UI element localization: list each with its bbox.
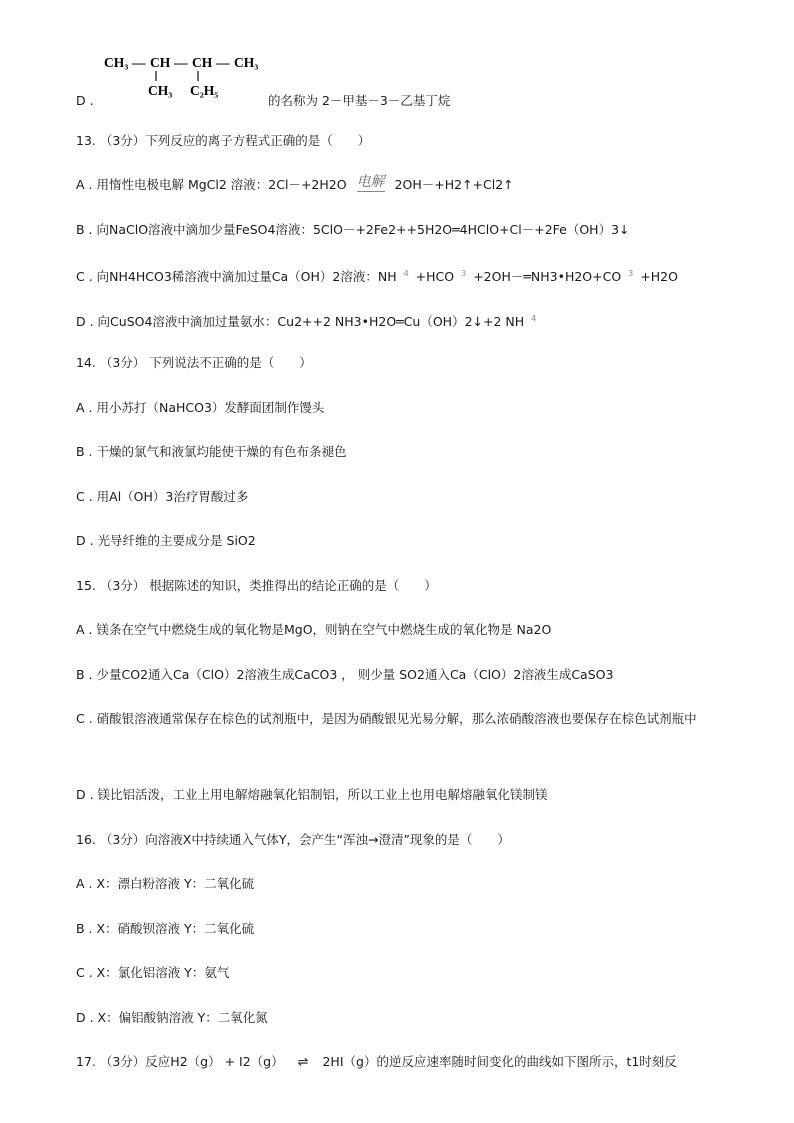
q15-stem: 15. （3分） 根据陈述的知识，类推得出的结论正确的是（ ） [76,578,437,593]
q13-option-c-post: +H2O [640,269,678,284]
q14-option-c[interactable]: C . 用Al（OH）3治疗胃酸过多 [76,489,249,504]
q13-option-c[interactable] [76,265,764,286]
formula-sub-ch3: CH₃ [148,83,173,98]
formula-dash-3: — [216,55,230,70]
formula-dash-2: — [174,55,188,70]
equilibrium-arrow-icon: ⇌ [297,1055,309,1070]
q13-option-b[interactable]: B . 向NaClO溶液中滴加少量FeSO4溶液：5ClO－+2Fe2++5H2O═4HClO+Cl－+2Fe（OH）3↓ [76,222,630,237]
q17-stem-pre: 17. （3分）反应H2（g） + I2（g） [76,1054,284,1069]
q13-option-d-ion-1: 4 [531,314,537,323]
q17-stem [76,1053,764,1072]
q13-option-a-post: 2OH－+H2↑+Cl2↑ [394,177,514,192]
q16-option-a[interactable]: A . X：漂白粉溶液 Y：二氧化硫 [76,876,255,891]
q13-option-d[interactable] [76,310,764,331]
q13-option-c-ion-2: 3 [461,269,467,278]
q13-option-c-ion-3: 3 [628,269,634,278]
q13-option-c-mid-2: +2OH－═NH3•H2O+CO [473,269,622,284]
q13-stem: 13. （3分）下列反应的离子方程式正确的是（ ） [76,133,371,148]
q15-option-d[interactable]: D . 镁比铝活泼，工业上用电解熔融氧化铝制铝，所以工业上也用电解熔融氧化镁制镁 [76,787,548,802]
q16-option-b[interactable]: B . X：硝酸钡溶液 Y：二氧化硫 [76,921,255,936]
q14-option-d[interactable]: D . 光导纤维的主要成分是 SiO2 [76,533,256,548]
formula-ch3-right: CH₃ [234,55,259,70]
formula-sub-c2h5: C₂H₅ [190,83,219,98]
q15-option-a[interactable]: A . 镁条在空气中燃烧生成的氧化物是MgO，则钠在空气中燃烧生成的氧化物是 Na2O [76,622,552,637]
formula-dash-1: — [132,55,146,70]
q13-option-c-ion-1: 4 [403,269,409,278]
q14-option-b[interactable]: B . 干燥的氯气和液氯均能使干燥的有色布条褪色 [76,444,347,459]
q14-stem: 14. （3分） 下列说法不正确的是（ ） [76,355,312,370]
q13-option-c-pre: C . 向NH4HCO3稀溶液中滴加过量Ca（OH）2溶液：NH [76,269,397,284]
q13-option-a-pre: A . 用惰性电极电解 MgCl2 溶液：2Cl－+2H2O [76,177,347,192]
q13-option-c-mid-1: +HCO [415,269,455,284]
q12-option-d[interactable] [76,92,764,110]
q16-option-c[interactable]: C . X：氯化铝溶液 Y：氨气 [76,965,230,980]
q15-option-c[interactable]: C . 硝酸银溶液通常保存在棕色的试剂瓶中，是因为硝酸银见光易分解，那么浓硝酸溶液也要保存在棕色试剂瓶中 [76,711,697,726]
q16-option-d[interactable]: D . X：偏铝酸钠溶液 Y：二氧化氮 [76,1010,268,1025]
electrolysis-condition: 电解 [356,174,385,190]
q15-option-b[interactable]: B . 少量CO2通入Ca（ClO）2溶液生成CaCO3 ， 则少量 SO2通入Ca（ClO）2溶液生成CaSO3 [76,667,614,682]
q13-option-a[interactable] [76,176,764,194]
q17-stem-post: 2HI（g）的逆反应速率随时间变化的曲线如下图所示，t1时刻反 [322,1054,677,1069]
q12-option-d-text: 的名称为 2－甲基－3－乙基丁烷 [268,93,451,108]
formula-ch-1: CH [150,55,171,70]
q14-option-a[interactable]: A . 用小苏打（NaHCO3）发酵面团制作馒头 [76,400,325,415]
q12-option-d-label: D . [76,93,94,108]
formula-ch3-left: CH₃ [104,55,129,70]
formula-ch-2: CH [192,55,213,70]
q13-option-d-pre: D . 向CuSO4溶液中滴加过量氨水：Cu2++2 NH3•H2O═Cu（OH）2↓+2 NH [76,314,525,329]
q16-stem: 16. （3分）向溶液X中持续通入气体Y，会产生“浑浊→澄清”现象的是（ ） [76,832,510,847]
